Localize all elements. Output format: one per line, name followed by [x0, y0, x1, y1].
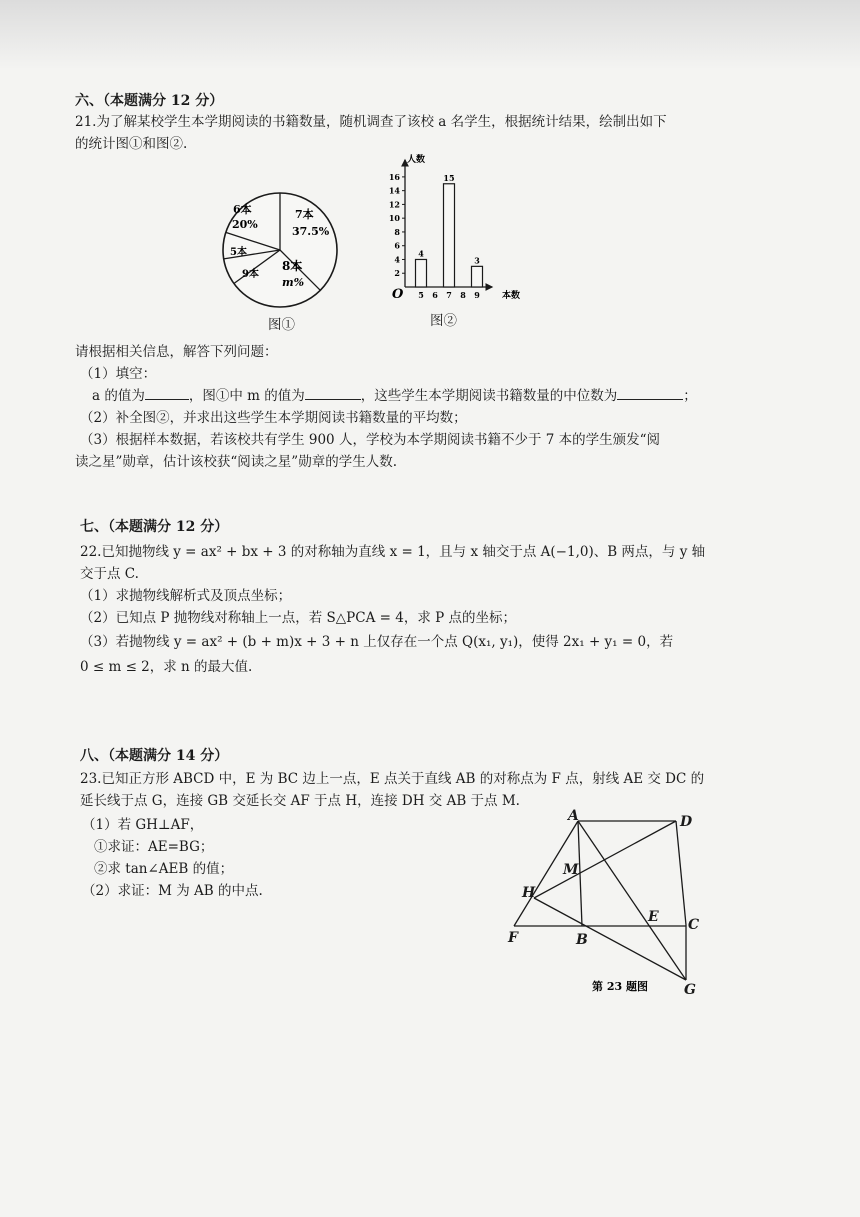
pie-slice-8-label: 8本 [282, 259, 303, 273]
figure-23-caption: 第 23 题图 [592, 980, 648, 993]
q22-part2: （2）已知点 P 抛物线对称轴上一点，若 S△PCA = 4，求 P 点的坐标； [80, 610, 516, 626]
pie-slice-9-label: 9本 [242, 269, 259, 280]
fill-a-text: a 的值为 [92, 388, 145, 404]
q21-stem-line2: 的统计图①和图②. [75, 136, 188, 152]
bar-5-data-label: 4 [418, 248, 424, 259]
q23-part1b: ②求 tan∠AEB 的值； [94, 861, 234, 877]
bar-y-tick-label: 8 [394, 226, 400, 237]
bar-y-tick-label: 2 [394, 268, 400, 279]
bar-5 [416, 259, 427, 287]
blank-a[interactable] [145, 387, 189, 400]
segment-HD [534, 821, 676, 898]
bar-y-tick-label: 12 [388, 199, 400, 210]
pie-caption: 图① [268, 317, 295, 333]
q22-part3-line2: 0 ≤ m ≤ 2，求 n 的最大值. [80, 659, 253, 675]
point-A: A [568, 808, 579, 824]
pie-slice-7-pct: 37.5% [292, 225, 330, 238]
bar-y-axis-label: 人数 [407, 155, 426, 165]
point-G: G [684, 982, 696, 998]
pie-slice-8-pct: m% [282, 276, 305, 289]
point-C: C [688, 917, 700, 933]
q21-part2: （2）补全图②，并求出这些学生本学期阅读书籍数量的平均数； [80, 410, 467, 426]
q21-part1: （1）填空： [80, 366, 157, 382]
q22-stem-line1: 22.已知抛物线 y = ax² + bx + 3 的对称轴为直线 x = 1，且与 x 轴交于点 A(−1,0)、B 两点，与 y 轴 [80, 544, 706, 560]
segment-HG [534, 898, 686, 980]
q23-part1: （1）若 GH⊥AF， [82, 817, 204, 833]
bar-x-tick-label: 6 [432, 290, 438, 300]
bar-x-tick-label: 9 [474, 290, 480, 300]
bar-origin-label: O [392, 287, 404, 302]
fill-median-text: ，这些学生本学期阅读书籍数量的中位数为 [360, 388, 618, 404]
pie-slice-7-label: 7本 [295, 208, 314, 221]
bar-7-data-label: 15 [443, 172, 455, 183]
blank-median[interactable] [617, 387, 683, 400]
pie-slice-6-label: 6本 [233, 203, 252, 216]
pie-slice-5-label: 5本 [230, 247, 247, 258]
bar-9-data-label: 3 [474, 255, 480, 266]
q23-part1a: ①求证：AE=BG； [94, 839, 214, 855]
bar-y-tick-label: 10 [388, 213, 400, 224]
bar-x-tick-label: 7 [446, 290, 452, 300]
q23-stem-line2: 延长线于点 G，连接 GB 交延长交 AF 于点 H，连接 DH 交 AB 于点 M. [80, 793, 520, 809]
bar-9 [472, 266, 483, 287]
bar-caption: 图② [430, 313, 457, 329]
q21-part3-line1: （3）根据样本数据，若该校共有学生 900 人，学校为本学期阅读书籍不少于 7 本的学生颁发“阅 [80, 432, 661, 448]
point-F: F [508, 930, 518, 946]
q22-header: 七、（本题满分 12 分） [80, 519, 229, 535]
q22-part1: （1）求抛物线解析式及顶点坐标； [80, 588, 292, 604]
point-H: H [522, 885, 536, 901]
q23-header: 八、（本题满分 14 分） [80, 748, 229, 764]
q22-stem-line2: 交于点 C. [80, 566, 139, 582]
bar-y-tick-label: 4 [394, 254, 400, 265]
bar-chart-figure-2 [380, 152, 530, 302]
point-B: B [576, 932, 588, 948]
fill-end-text: ； [683, 388, 697, 404]
q21-stem-line1: 21.为了解某校学生本学期阅读的书籍数量，随机调查了该校 a 名学生，根据统计结果，绘制出如下 [75, 114, 667, 130]
bar-y-tick-label: 14 [388, 185, 400, 196]
bar-x-tick-label: 5 [418, 290, 424, 300]
blank-m[interactable] [305, 387, 361, 400]
segment-DC [676, 821, 686, 925]
bar-x-axis-label: 本数 [502, 291, 521, 301]
geometry-figure-23 [500, 800, 720, 1000]
q23-part2: （2）求证：M 为 AB 的中点. [82, 883, 263, 899]
bar-y-tick-label: 6 [394, 240, 400, 251]
q23-stem-line1: 23.已知正方形 ABCD 中，E 为 BC 边上一点，E 点关于直线 AB 的对称点为 F 点，射线 AE 交 DC 的 [80, 771, 705, 787]
bar-x-tick-label: 8 [460, 290, 466, 300]
bar-y-tick-label: 16 [388, 171, 400, 182]
point-E: E [648, 909, 659, 925]
q21-prompt: 请根据相关信息，解答下列问题： [75, 344, 278, 360]
bar-7 [444, 184, 455, 287]
scan-top-shadow [0, 0, 860, 70]
q22-part3-line1: （3）若抛物线 y = ax² + (b + m)x + 3 + n 上仅存在一个点 Q(x₁, y₁)，使得 2x₁ + y₁ = 0，若 [80, 634, 674, 650]
pie-chart-figure-1 [210, 180, 350, 320]
q21-fill-line [92, 384, 697, 404]
q21-part3-line2: 读之星”勋章，估计该校获“阅读之星”勋章的学生人数. [75, 454, 397, 470]
point-D: D [680, 814, 693, 830]
pie-slice-6-pct: 20% [232, 218, 258, 231]
fill-m-text: ，图①中 m 的值为 [188, 388, 305, 404]
q21-header: 六、（本题满分 12 分） [75, 93, 224, 109]
point-M: M [563, 862, 579, 878]
